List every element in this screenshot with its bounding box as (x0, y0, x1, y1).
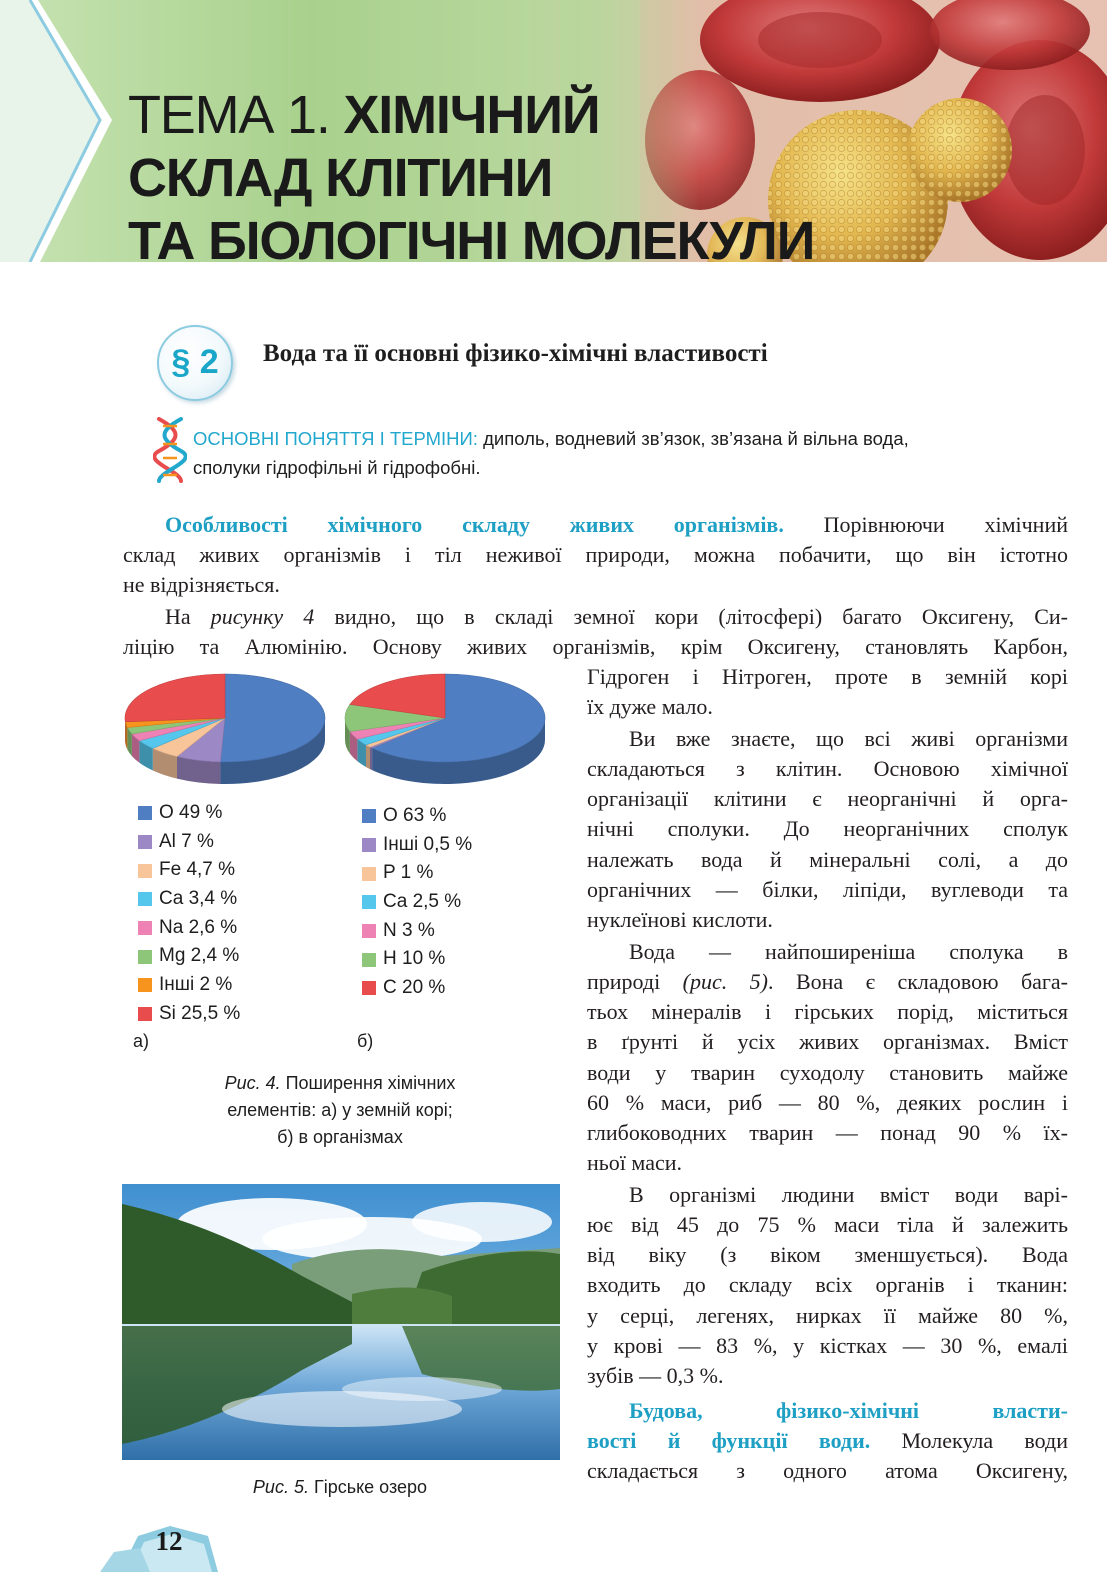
chart-b-legend-label: C 20 % (383, 977, 446, 999)
rc-line-21: входить до складу всіх органів і тканин: (587, 1272, 1068, 1297)
chart-a-legend-swatch (138, 864, 152, 878)
chart-a-legend-item (138, 799, 240, 828)
chart-b-legend-swatch (362, 981, 376, 995)
chart-a-legend-label: Si 25,5 % (159, 1002, 241, 1024)
section1-line1-tail: Порівнюючи хімічний (823, 512, 1069, 537)
rc-line-11 (587, 967, 1068, 997)
figure4-caption (150, 1070, 530, 1151)
rc-line-19: ює від 45 до 75 % маси тіла й залежить (587, 1212, 1068, 1237)
rc-line-3: Ви вже знаєте, що всі живі організми (629, 726, 1068, 751)
figure4-reference: рисунку 4 (210, 604, 315, 629)
p2-text-b: видно, що в складі земної кори (літосфері) багато Оксигену, Си- (314, 604, 1068, 629)
key-concepts-text-1: диполь, водневий зв’язок, зв’язана й вільна вода, (483, 428, 909, 449)
rc-line-22: у серці, легенях, нирках її майже 80 %, (587, 1303, 1068, 1328)
chart-b-legend-label: H 10 % (383, 948, 446, 970)
paragraph2-line2: ліцію та Алюмінію. Основу живих організмів, крім Оксигену, становлять Карбон, (123, 634, 1068, 659)
chart-b-legend-label: Ca 2,5 % (383, 891, 462, 913)
chart-b-legend-item (362, 831, 472, 860)
key-concepts-text-2: сполуки гідрофільні й гідрофобні. (193, 457, 481, 478)
section2-heading-line1 (587, 1396, 1068, 1426)
rc-line-6: нічні сполуки. До неорганічних сполук (587, 816, 1068, 841)
chart-a-legend-label: Na 2,6 % (159, 916, 238, 938)
chart-b-legend-item (362, 974, 472, 1003)
rc-line-2: їх дуже мало. (587, 694, 713, 719)
chart-a-sublabel: а) (133, 1031, 150, 1051)
figure5-reference: (рис. 5) (682, 969, 769, 994)
chart-a-legend-item (138, 885, 240, 914)
figure5-label: Рис. 5. (252, 1477, 309, 1497)
figure4-caption-1: Поширення хімічних (280, 1073, 456, 1093)
section1-line3: не відрізняється. (123, 572, 280, 597)
rc-line-18: В організмі людини вміст води варі- (629, 1182, 1068, 1207)
chart-b-legend-swatch (362, 924, 376, 938)
chart-b-legend-swatch (362, 895, 376, 909)
legend-earth-crust (138, 799, 240, 1029)
rc-line-1: Гідроген і Нітроген, проте в земній корі (587, 664, 1068, 689)
section2-heading-1: Будова, фізико-хімічні власти- (629, 1398, 1068, 1423)
chart-b-legend-swatch (362, 867, 376, 881)
rc-line-17: ньої маси. (587, 1150, 682, 1175)
chart-a-legend-swatch (138, 921, 152, 935)
chart-b-legend-item (362, 945, 472, 974)
rc-line-20: від віку (з віком зменшується). Вода (587, 1242, 1068, 1267)
chart-a-legend-swatch (138, 1007, 152, 1021)
section2-line2-tail: Молекула води (870, 1428, 1068, 1453)
chart-a-legend-label: Al 7 % (159, 830, 214, 852)
section1-line1 (123, 510, 1068, 540)
chart-a-legend-swatch (138, 950, 152, 964)
chart-b-legend-label: O 63 % (383, 805, 447, 826)
paragraph2-line1 (123, 602, 1068, 632)
figure4-caption-3: б) в організмах (277, 1127, 403, 1147)
rc-line-14: води у тварин суходолу становить майже (587, 1060, 1068, 1085)
chart-b-legend-label: N 3 % (383, 919, 435, 941)
theme-title-line3: ТА БІОЛОГІЧНІ МОЛЕКУЛИ (128, 211, 815, 262)
rc-line-10: Вода — найпоширеніша сполука в (629, 939, 1068, 964)
chart-b-legend-label: Інші 0,5 % (383, 833, 473, 855)
chart-b-slice-side-2 (366, 745, 370, 769)
rc-line-11-b: . Вона є складовою бага- (768, 969, 1069, 994)
paragraph-number-badge: § 2 (157, 325, 233, 401)
rc-line-7: належать вода й мінеральні солі, а до (587, 847, 1068, 872)
pie-chart-organisms (340, 670, 555, 800)
chart-a-legend-label: Mg 2,4 % (159, 945, 240, 967)
figure5-caption-text: Гірське озеро (308, 1477, 428, 1497)
key-concepts (193, 424, 1068, 482)
chart-b-legend-item (362, 917, 472, 946)
chart-a-legend-item (138, 856, 240, 885)
section2-line3: складається з одного атома Оксигену, (587, 1458, 1068, 1483)
chart-a-legend-label: O 49 % (159, 802, 223, 823)
pie-chart-earth-crust (120, 670, 335, 800)
chart-b-slice-side-1 (370, 747, 372, 770)
paragraph-title: Вода та її основні фізико-хімічні властивості (263, 340, 768, 367)
chart-a-legend-item (138, 828, 240, 857)
chart-a-legend-item (138, 971, 240, 1000)
chart-a-legend-swatch (138, 978, 152, 992)
chart-a-legend-label: Інші 2 % (159, 974, 233, 996)
rc-line-15: 60 % маси, риб — 80 %, деяких рослин і (587, 1090, 1068, 1115)
chart-b-legend-label: P 1 % (383, 862, 434, 884)
rc-line-24: зубів — 0,3 %. (587, 1363, 724, 1388)
rc-line-8: органічних — білки, ліпіди, вуглеводи та (587, 877, 1068, 902)
figure4-caption-2: елементів: а) у земній корі; (227, 1100, 453, 1120)
chart-b-legend-swatch (362, 953, 376, 967)
mountain-lake-photo (122, 1184, 560, 1460)
section1-heading: Особливості хімічного складу живих організмів. (165, 512, 784, 537)
page-number: 12 (155, 1526, 183, 1556)
chart-b-legend-swatch (362, 838, 376, 852)
chart-b-sublabel: б) (357, 1031, 374, 1051)
theme-number: ТЕМА 1. (128, 85, 330, 145)
rc-line-4: складаються з клітин. Основою хімічної (587, 756, 1068, 781)
theme-title-line1: ХІМІЧНИЙ (343, 85, 600, 145)
theme-title (128, 84, 814, 262)
chart-b-legend-item (362, 888, 472, 917)
chart-a-legend-swatch (138, 892, 152, 906)
section2-heading-2: вості й функції води. (587, 1428, 871, 1453)
p2-text-a: На (165, 604, 211, 629)
rc-line-12: тьох мінералів і гірських порід, міститься (587, 999, 1068, 1024)
chart-a-legend-item (138, 914, 240, 943)
dna-icon (153, 417, 187, 483)
chart-b-legend-swatch (362, 809, 376, 823)
theme-banner (0, 0, 1107, 262)
rc-line-11-a: природі (587, 969, 683, 994)
rc-line-13: в ґрунті й усіх живих організмах. Вміст (587, 1029, 1068, 1054)
rc-line-16: глибоководних тварин — понад 90 % їх- (587, 1120, 1068, 1145)
rc-line-23: у крові — 83 %, у кістках — 30 %, емалі (587, 1333, 1068, 1358)
chart-b-legend-item (362, 802, 472, 831)
rc-line-5: організації клітини є неорганічні й орга- (587, 786, 1068, 811)
section2-line2 (587, 1426, 1068, 1456)
chart-a-legend-item (138, 1000, 240, 1029)
chart-a-legend-item (138, 942, 240, 971)
figure4-label: Рис. 4. (224, 1073, 281, 1093)
figure5-caption (150, 1474, 530, 1501)
chart-a-legend-swatch (138, 835, 152, 849)
key-concepts-label: ОСНОВНІ ПОНЯТТЯ І ТЕРМІНИ: (193, 428, 478, 449)
legend-organisms (362, 802, 472, 1003)
chart-a-slice-7 (125, 674, 225, 722)
chart-a-legend-label: Ca 3,4 % (159, 888, 238, 910)
chart-a-legend-swatch (138, 806, 152, 820)
rc-line-9: нуклеїнові кислоти. (587, 907, 773, 932)
section1-line2: склад живих організмів і тіл неживої природи, можна побачити, що він істотно (123, 542, 1068, 567)
chart-b-legend-item (362, 859, 472, 888)
chart-a-legend-label: Fe 4,7 % (159, 859, 236, 881)
theme-title-line2: СКЛАД КЛІТИНИ (128, 148, 553, 208)
